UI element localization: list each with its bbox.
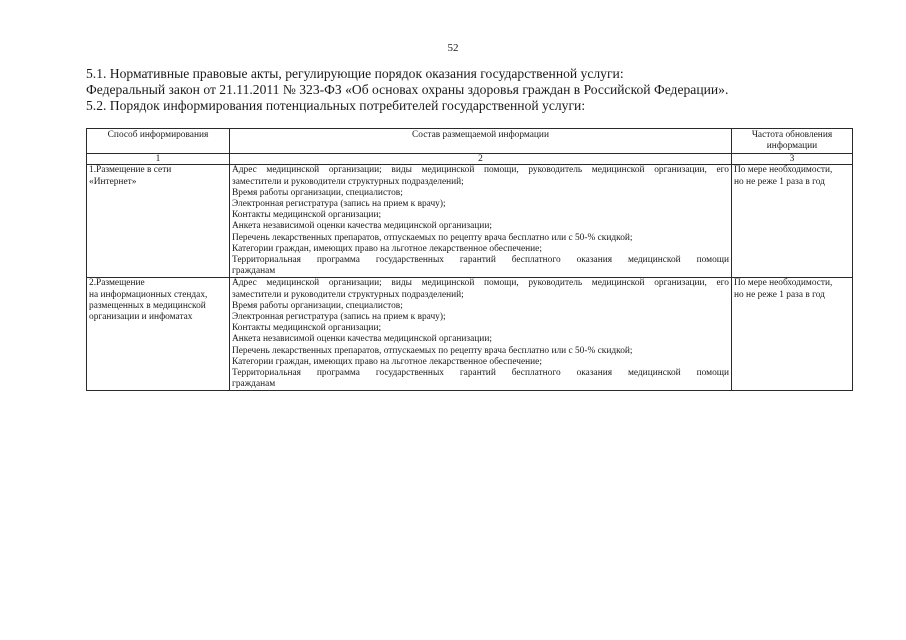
content-line: заместители и руководители структурных подразделений; — [232, 289, 464, 300]
content-line: гражданам — [232, 266, 276, 277]
content-cell — [230, 165, 732, 278]
content-line: Перечень лекарственных препаратов, отпускаемых по рецепту врача бесплатно или с 50-% скидкой; — [232, 345, 633, 356]
method-line: 1.Размещение в сети — [89, 165, 172, 176]
header-content: Состав размещаемой информации — [230, 129, 732, 154]
content-line: Перечень лекарственных препаратов, отпускаемых по рецепту врача бесплатно или с 50-% скидкой; — [232, 232, 633, 243]
heading-5-1: 5.1. Нормативные правовые акты, регулирующие порядок оказания государственной услуги: — [86, 66, 624, 81]
method-line: 2.Размещение — [89, 278, 145, 289]
method-line: организации и инфоматах — [89, 312, 193, 323]
heading-federal-law: Федеральный закон от 21.11.2011 № 323-ФЗ «Об основах охраны здоровья граждан в Российской Федерации». — [86, 82, 729, 97]
content-line: Электронная регистратура (запись на прием к врачу); — [232, 199, 446, 210]
column-number-1: 1 — [87, 154, 230, 165]
header-method: Способ информирования — [87, 129, 230, 154]
content-line: Территориальная программа государственных гарантий бесплатного оказания медицинской помощи — [232, 255, 729, 266]
content-line: Анкета независимой оценки качества медицинской организации; — [232, 221, 492, 232]
heading-5-2: 5.2. Порядок информирования потенциальных потребителей государственной услуги: — [86, 98, 586, 113]
content-line: Адрес медицинской организации; виды медицинской помощи, руководитель медицинской организации, его — [232, 165, 729, 176]
method-cell — [87, 165, 230, 278]
content-line: Контакты медицинской организации; — [232, 210, 382, 221]
content-line: заместители и руководители структурных подразделений; — [232, 176, 464, 187]
method-line: на информационных стендах, — [89, 289, 208, 300]
table-row — [87, 278, 853, 391]
section-headings — [86, 66, 866, 114]
method-cell — [87, 278, 230, 391]
content-line: Категории граждан, имеющих право на льготное лекарственное обеспечение; — [232, 356, 542, 367]
header-frequency: Частота обновления информации — [732, 129, 853, 154]
frequency-line: По мере необходимости, — [734, 278, 833, 289]
content-cell — [230, 278, 732, 391]
content-line: Время работы организации, специалистов; — [232, 300, 403, 311]
column-number-3: 3 — [732, 154, 853, 165]
column-number-2: 2 — [230, 154, 732, 165]
content-line: Категории граждан, имеющих право на льготное лекарственное обеспечение; — [232, 243, 542, 254]
frequency-cell — [732, 278, 853, 391]
content-line: Контакты медицинской организации; — [232, 323, 382, 334]
table-row — [87, 165, 853, 278]
method-line: размещенных в медицинской — [89, 300, 206, 311]
information-table — [86, 128, 853, 391]
content-line: гражданам — [232, 379, 276, 390]
method-line: «Интернет» — [89, 176, 137, 187]
content-line: Время работы организации, специалистов; — [232, 187, 403, 198]
page-number: 52 — [447, 42, 459, 54]
content-line: Территориальная программа государственных гарантий бесплатного оказания медицинской помощи — [232, 368, 729, 379]
frequency-line: но не реже 1 раза в год — [734, 289, 825, 300]
frequency-line: но не реже 1 раза в год — [734, 176, 825, 187]
table-header-row — [87, 129, 853, 154]
content-line: Анкета независимой оценки качества медицинской организации; — [232, 334, 492, 345]
frequency-cell — [732, 165, 853, 278]
frequency-line: По мере необходимости, — [734, 165, 833, 176]
content-line: Электронная регистратура (запись на прием к врачу); — [232, 312, 446, 323]
content-line: Адрес медицинской организации; виды медицинской помощи, руководитель медицинской организации, его — [232, 278, 729, 289]
column-numbers-row — [87, 154, 853, 165]
